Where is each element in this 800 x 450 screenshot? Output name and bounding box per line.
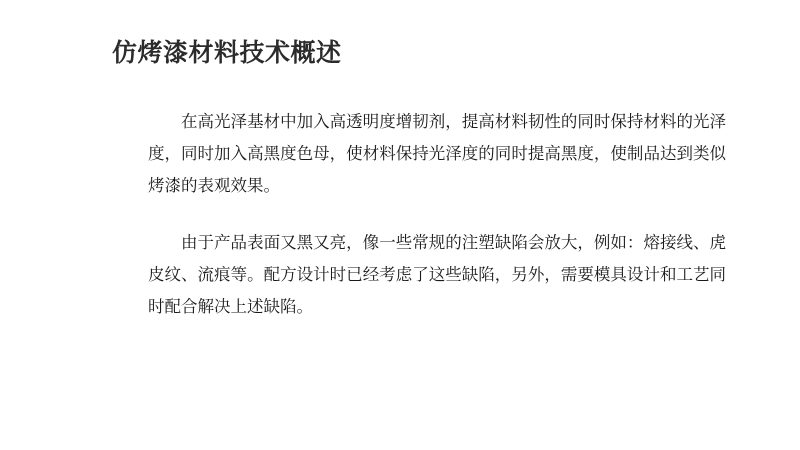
slide-title: 仿烤漆材料技术概述 (112, 38, 342, 67)
slide-body (148, 106, 726, 323)
body-paragraph: 由于产品表面又黑又亮，像一些常规的注塑缺陷会放大，例如：熔接线、虎皮纹、流痕等。配方设计时已经考虑了这些缺陷，另外，需要模具设计和工艺同时配合解决上述缺陷。 (148, 232, 726, 316)
body-paragraph: 在高光泽基材中加入高透明度增韧剂，提高材料韧性的同时保持材料的光泽度，同时加入高黑度色母，使材料保持光泽度的同时提高黑度，使制品达到类似烤漆的表观效果。 (148, 112, 726, 196)
